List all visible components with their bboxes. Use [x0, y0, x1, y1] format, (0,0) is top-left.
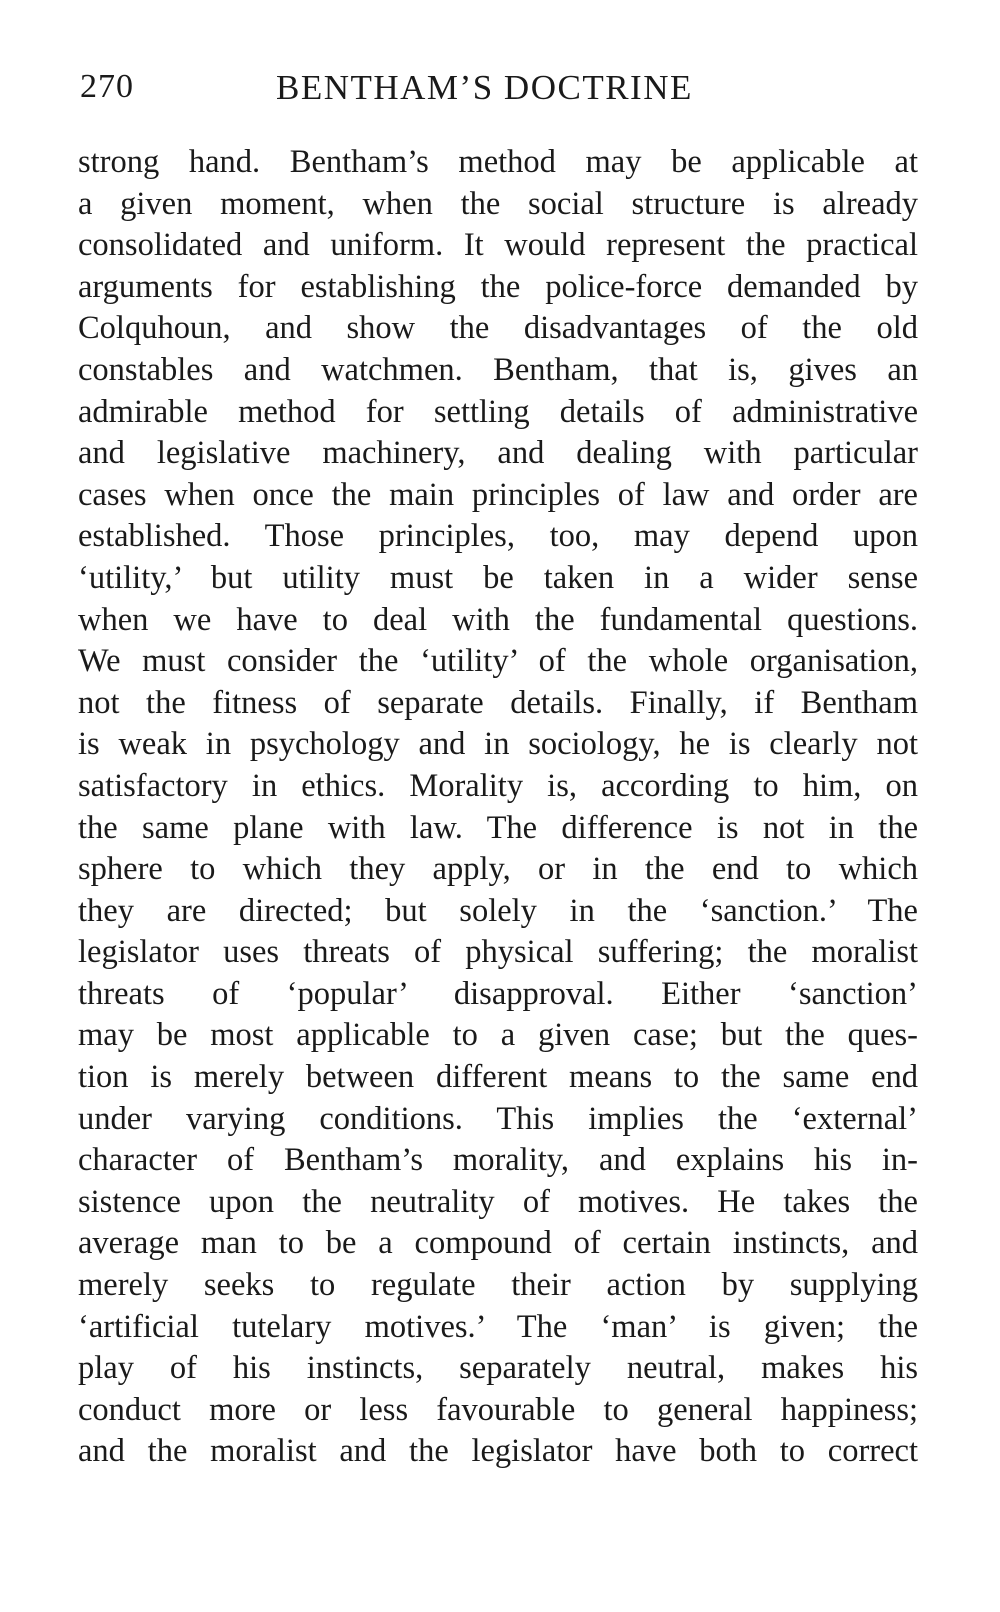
text-line: character of Bentham’s morality, and explains his in-: [78, 1142, 918, 1179]
text-line: is weak in psychology and in sociology, he is clearly not: [78, 726, 918, 763]
text-line: sistence upon the neutrality of motives. He takes the: [78, 1183, 918, 1220]
text-line: Colquhoun, and show the disadvantages of the old: [78, 310, 918, 347]
text-line: and legislative machinery, and dealing with particular: [78, 435, 918, 472]
text-line: and the moralist and the legislator have both to correct: [78, 1433, 918, 1470]
text-line: cases when once the main principles of law and order are: [78, 476, 918, 513]
text-line: they are directed; but solely in the ‘sanction.’ The: [78, 892, 918, 929]
text-line: consolidated and uniform. It would represent the practical: [78, 227, 918, 264]
text-line: the same plane with law. The difference is not in the: [78, 809, 918, 846]
text-line: threats of ‘popular’ disapproval. Either ‘sanction’: [78, 975, 918, 1012]
text-line: a given moment, when the social structure is already: [78, 185, 918, 222]
page-number: 270: [80, 68, 134, 105]
text-line: conduct more or less favourable to general happiness;: [78, 1391, 918, 1428]
text-line: We must consider the ‘utility’ of the whole organisation,: [78, 643, 918, 680]
text-line: established. Those principles, too, may depend upon: [78, 518, 918, 555]
text-line: may be most applicable to a given case; but the ques-: [78, 1017, 918, 1054]
text-line: strong hand. Bentham’s method may be applicable at: [78, 144, 918, 180]
text-line: satisfactory in ethics. Morality is, according to him, on: [78, 767, 918, 804]
text-line: legislator uses threats of physical suffering; the moralist: [78, 934, 918, 971]
text-line: not the fitness of separate details. Finally, if Bentham: [78, 684, 918, 721]
text-line: admirable method for settling details of administrative: [78, 393, 918, 430]
text-line: sphere to which they apply, or in the end to which: [78, 851, 918, 888]
body-text: [78, 142, 918, 1473]
text-line: under varying conditions. This implies the ‘external’: [78, 1100, 918, 1137]
text-line: average man to be a compound of certain instincts, and: [78, 1225, 918, 1262]
text-line: play of his instincts, separately neutral, makes his: [78, 1350, 918, 1387]
page-header: [80, 68, 920, 118]
text-line: when we have to deal with the fundamental questions.: [78, 601, 918, 638]
text-line: arguments for establishing the police-force demanded by: [78, 268, 918, 305]
text-line: ‘artificial tutelary motives.’ The ‘man’ is given; the: [78, 1308, 918, 1345]
text-line: tion is merely between different means to the same end: [78, 1059, 918, 1096]
text-line: constables and watchmen. Bentham, that is, gives an: [78, 351, 918, 388]
text-line: merely seeks to regulate their action by supplying: [78, 1267, 918, 1304]
text-line: ‘utility,’ but utility must be taken in a wider sense: [78, 559, 918, 596]
running-head: BENTHAM’S DOCTRINE: [276, 68, 693, 107]
